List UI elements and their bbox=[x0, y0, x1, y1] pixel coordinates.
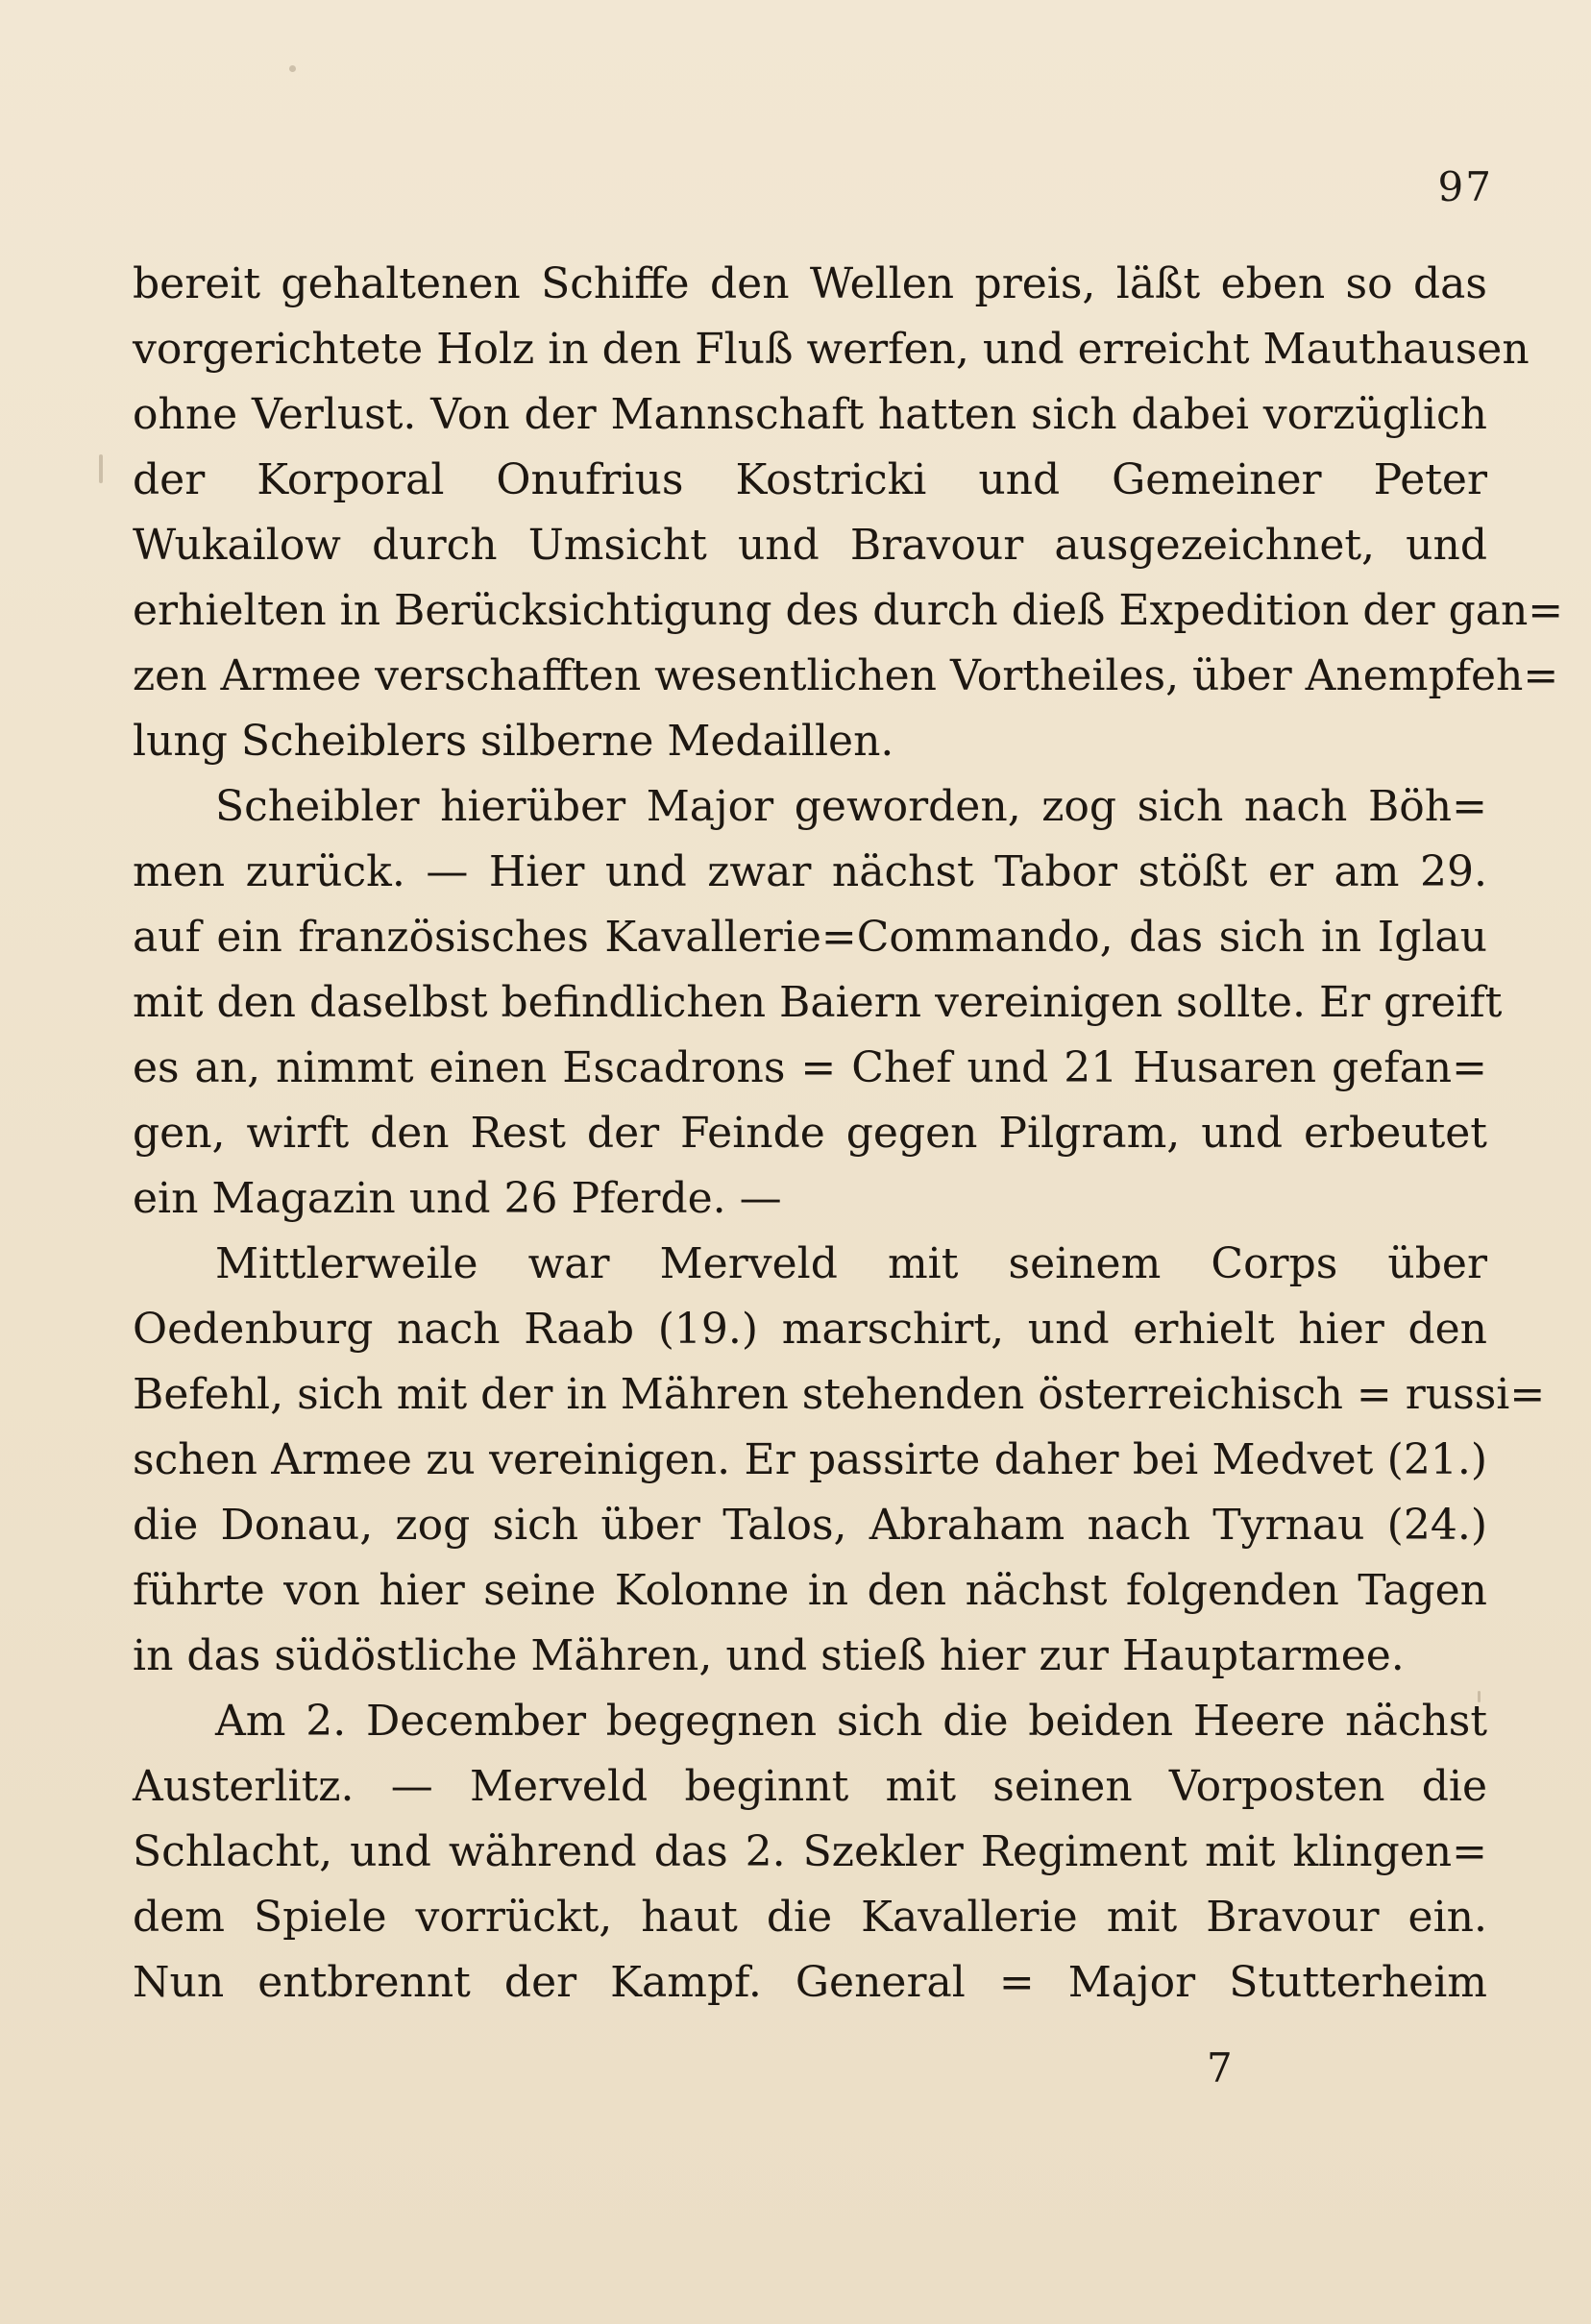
text-line: mit den daselbst befindlichen Baiern vereinigen sollte. Er greift bbox=[133, 978, 1503, 1027]
text-line: in das südöstliche Mähren, und stieß hier zur Hauptarmee. bbox=[133, 1631, 1405, 1680]
text-line: Oedenburg nach Raab (19.) marschirt, und erhielt hier den bbox=[133, 1305, 1487, 1354]
text-line: Mittlerweile war Merveld mit seinem Corps über bbox=[215, 1239, 1487, 1288]
paper-spot bbox=[289, 65, 296, 72]
text-line: zen Armee verschafften wesentlichen Vortheiles, über Anempfeh= bbox=[133, 651, 1559, 700]
text-line: Wukailow durch Umsicht und Bravour ausgezeichnet, und bbox=[133, 521, 1487, 570]
text-line: dem Spiele vorrückt, haut die Kavallerie mit Bravour ein. bbox=[133, 1893, 1487, 1942]
text-line: führte von hier seine Kolonne in den nächst folgenden Tagen bbox=[133, 1566, 1487, 1615]
text-line: schen Armee zu vereinigen. Er passirte daher bei Medvet (21.) bbox=[133, 1435, 1487, 1484]
text-line: Befehl, sich mit der in Mähren stehenden österreichisch = russi= bbox=[133, 1370, 1546, 1419]
text-line: lung Scheiblers silberne Medaillen. bbox=[133, 717, 894, 766]
signature-mark: 7 bbox=[1207, 2044, 1233, 2092]
body-text bbox=[133, 252, 1564, 2016]
text-line: es an, nimmt einen Escadrons = Chef und 21 Husaren gefan= bbox=[133, 1043, 1487, 1092]
text-line: ohne Verlust. Von der Mannschaft hatten sich dabei vorzüglich bbox=[133, 390, 1487, 439]
text-line: Scheibler hierüber Major geworden, zog sich nach Böh= bbox=[215, 782, 1487, 831]
text-line: bereit gehaltenen Schiffe den Wellen preis, läßt eben so das bbox=[133, 259, 1487, 308]
text-line: die Donau, zog sich über Talos, Abraham nach Tyrnau (24.) bbox=[133, 1501, 1487, 1550]
text-line: ein Magazin und 26 Pferde. — bbox=[133, 1174, 782, 1223]
text-line: Am 2. December begegnen sich die beiden Heere nächst bbox=[215, 1697, 1487, 1746]
text-line: Nun entbrennt der Kampf. General = Major Stutterheim bbox=[133, 1958, 1487, 2007]
text-line: Austerlitz. — Merveld beginnt mit seinen Vorposten die bbox=[133, 1762, 1487, 1811]
text-line: erhielten in Berücksichtigung des durch dieß Expedition der gan= bbox=[133, 586, 1564, 635]
text-line: Schlacht, und während das 2. Szekler Regiment mit klingen= bbox=[133, 1827, 1487, 1876]
page-number: 97 bbox=[1437, 163, 1493, 210]
text-line: men zurück. — Hier und zwar nächst Tabor stößt er am 29. bbox=[133, 847, 1487, 896]
text-line: der Korporal Onufrius Kostricki und Gemeiner Peter bbox=[133, 455, 1487, 504]
text-line: gen, wirft den Rest der Feinde gegen Pilgram, und erbeutet bbox=[133, 1109, 1487, 1158]
text-line: vorgerichtete Holz in den Fluß werfen, und erreicht Mauthausen bbox=[133, 325, 1530, 374]
text-line: auf ein französisches Kavallerie=Commando, das sich in Iglau bbox=[133, 913, 1487, 962]
paper-scratch bbox=[99, 454, 103, 483]
